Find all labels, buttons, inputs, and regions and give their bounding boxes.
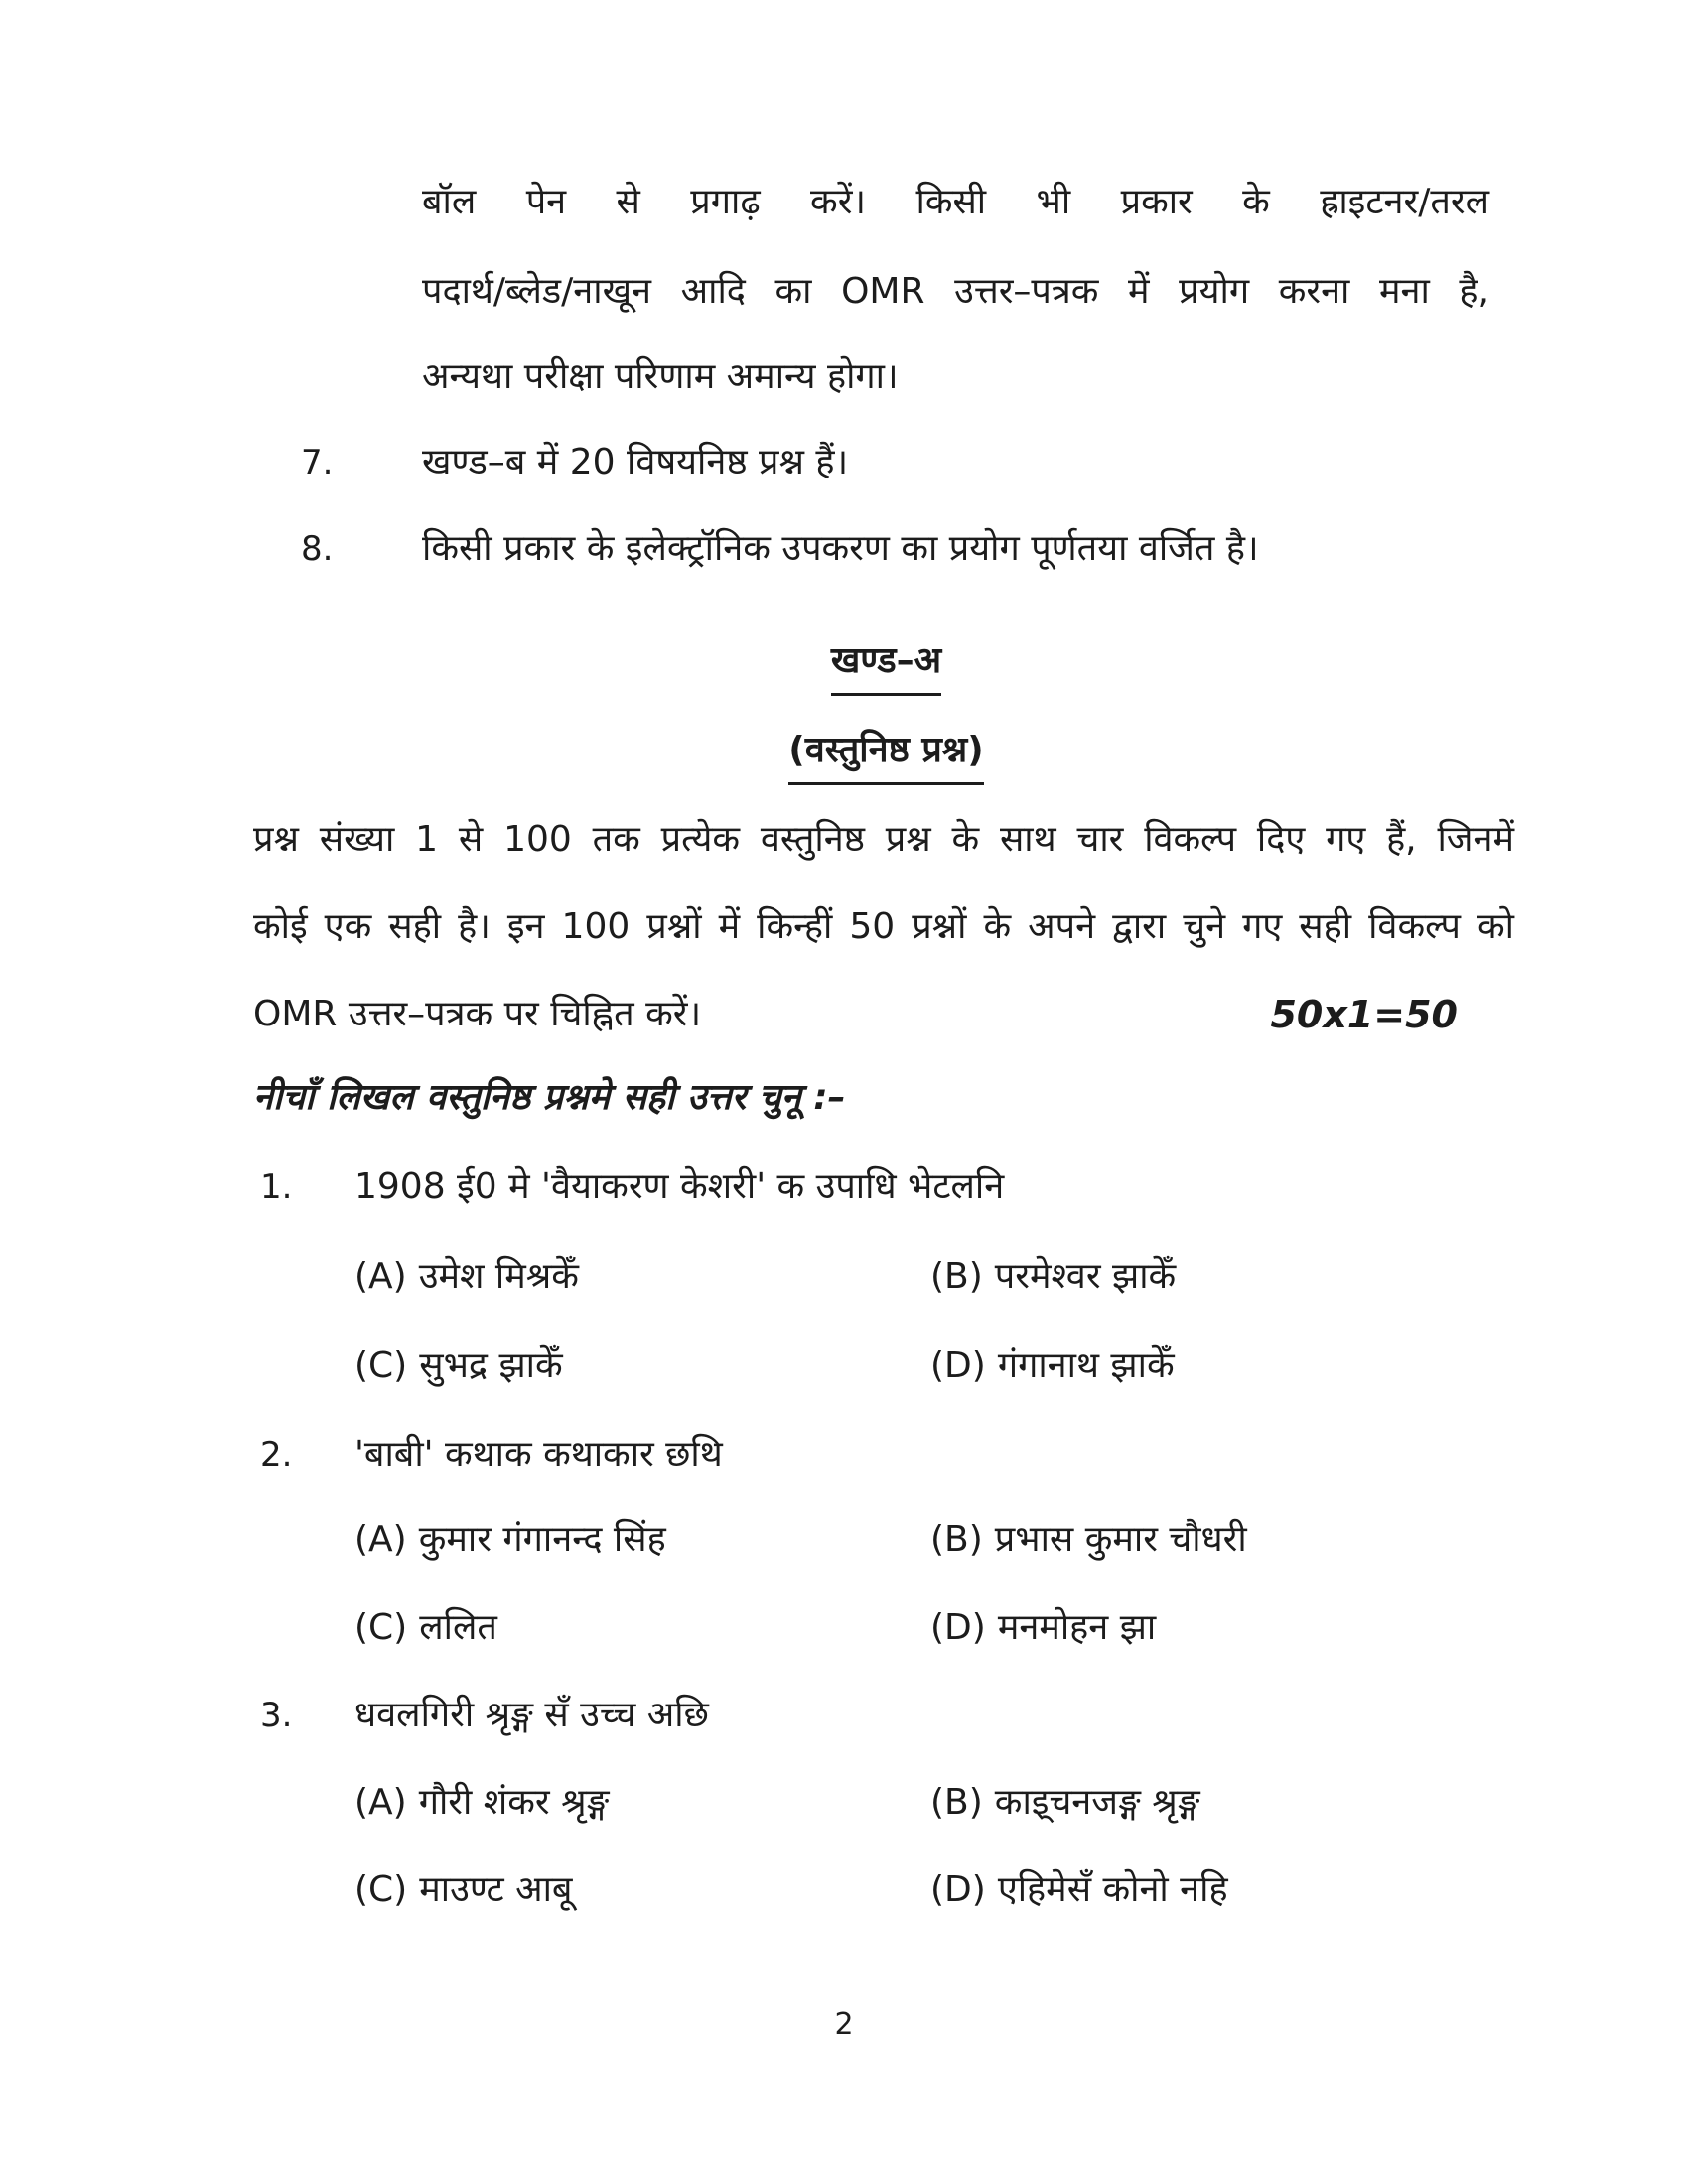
question-1-option-d — [930, 1338, 1175, 1394]
option-label: (B) — [930, 1256, 983, 1297]
option-label: (D) — [930, 1869, 986, 1910]
instruction-6-line-3: अन्यथा परीक्षा परिणाम अमान्य होगा। — [422, 356, 899, 397]
question-3-number: 3. — [260, 1696, 293, 1735]
option-text: उमेश मिश्रकेँ — [418, 1256, 579, 1297]
instruction-8-number: 8. — [301, 529, 334, 569]
instruction-6-line-1: बॉल पेन से प्रगाढ़ करें। किसी भी प्रकार के ह्राइटनर/तरल — [422, 182, 1489, 222]
question-3-option-b — [930, 1775, 1200, 1831]
question-1-option-c — [354, 1338, 563, 1394]
section-subtitle — [253, 723, 1519, 785]
option-label: (C) — [354, 1869, 408, 1910]
question-1-option-b — [930, 1249, 1176, 1304]
option-label: (C) — [354, 1607, 408, 1648]
question-2-number: 2. — [260, 1435, 293, 1475]
intro-line-1: प्रश्न संख्या 1 से 100 तक प्रत्येक वस्तुनिष्ठ प्रश्न के साथ चार विकल्प दिए गए हैं, जिनमें — [253, 819, 1514, 860]
option-text: एहिमेसँ कोनो नहि — [997, 1869, 1228, 1910]
section-title — [253, 633, 1519, 696]
question-2-option-a — [354, 1512, 666, 1568]
question-1-number: 1. — [260, 1167, 293, 1207]
option-label: (B) — [930, 1519, 983, 1560]
instruction-8-text: किसी प्रकार के इलेक्ट्रॉनिक उपकरण का प्रयोग पूर्णतया वर्जित है। — [422, 528, 1259, 569]
question-2-option-b — [930, 1512, 1247, 1568]
section-title-text: खण्ड–अ — [831, 633, 941, 696]
option-label: (A) — [354, 1519, 407, 1560]
question-1-option-a — [354, 1249, 579, 1304]
option-label: (C) — [354, 1345, 408, 1386]
option-text: गौरी शंकर श्रृङ्ग — [418, 1782, 610, 1823]
option-label: (D) — [930, 1345, 986, 1386]
question-1-text: 1908 ई0 मे 'वैयाकरण केशरी' क उपाधि भेटलनि — [354, 1166, 1005, 1207]
instruction-7-text: खण्ड–ब में 20 विषयनिष्ठ प्रश्न हैं। — [422, 442, 849, 482]
option-label: (D) — [930, 1607, 986, 1648]
question-3-text: धवलगिरी श्रृङ्ग सँ उच्च अछि — [354, 1695, 709, 1735]
option-label: (A) — [354, 1256, 407, 1297]
section-subtitle-text: (वस्तुनिष्ठ प्रश्न) — [788, 723, 983, 785]
intro-line-3: OMR उत्तर–पत्रक पर चिह्नित करें। — [253, 994, 702, 1034]
page-number: 2 — [834, 2007, 854, 2042]
question-2-option-d — [930, 1600, 1156, 1656]
question-3-option-d — [930, 1862, 1228, 1918]
option-label: (A) — [354, 1782, 407, 1823]
option-text: सुभद्र झाकेँ — [419, 1345, 563, 1386]
question-2-text: 'बाबी' कथाक कथाकार छथि — [354, 1434, 723, 1475]
question-2-option-c — [354, 1600, 497, 1656]
option-text: गंगानाथ झाकेँ — [997, 1345, 1175, 1386]
option-text: माउण्ट आबू — [419, 1869, 573, 1910]
marks-scheme: 50x1=50 — [1270, 993, 1458, 1036]
intro-line-2: कोई एक सही है। इन 100 प्रश्नों में किन्हीं 50 प्रश्नों के अपने द्वारा चुने गए सही विकल्प को — [253, 906, 1514, 947]
option-text: ललित — [419, 1607, 497, 1648]
direction-line: नीचाँ लिखल वस्तुनिष्ठ प्रश्नमे सही उत्तर चुनू :– — [253, 1077, 846, 1118]
instruction-7-number: 7. — [301, 443, 334, 482]
option-text: प्रभास कुमार चौधरी — [994, 1519, 1247, 1560]
question-3-option-a — [354, 1775, 609, 1831]
option-text: काइ्चनजङ्ग श्रृङ्ग — [994, 1782, 1200, 1823]
option-label: (B) — [930, 1782, 983, 1823]
option-text: कुमार गंगानन्द सिंह — [418, 1519, 666, 1560]
instruction-6-line-2: पदार्थ/ब्लेड/नाखून आदि का OMR उत्तर–पत्रक में प्रयोग करना मना है, — [422, 271, 1489, 312]
question-3-option-c — [354, 1862, 572, 1918]
option-text: परमेश्वर झाकेँ — [994, 1256, 1177, 1297]
option-text: मनमोहन झा — [997, 1607, 1157, 1648]
